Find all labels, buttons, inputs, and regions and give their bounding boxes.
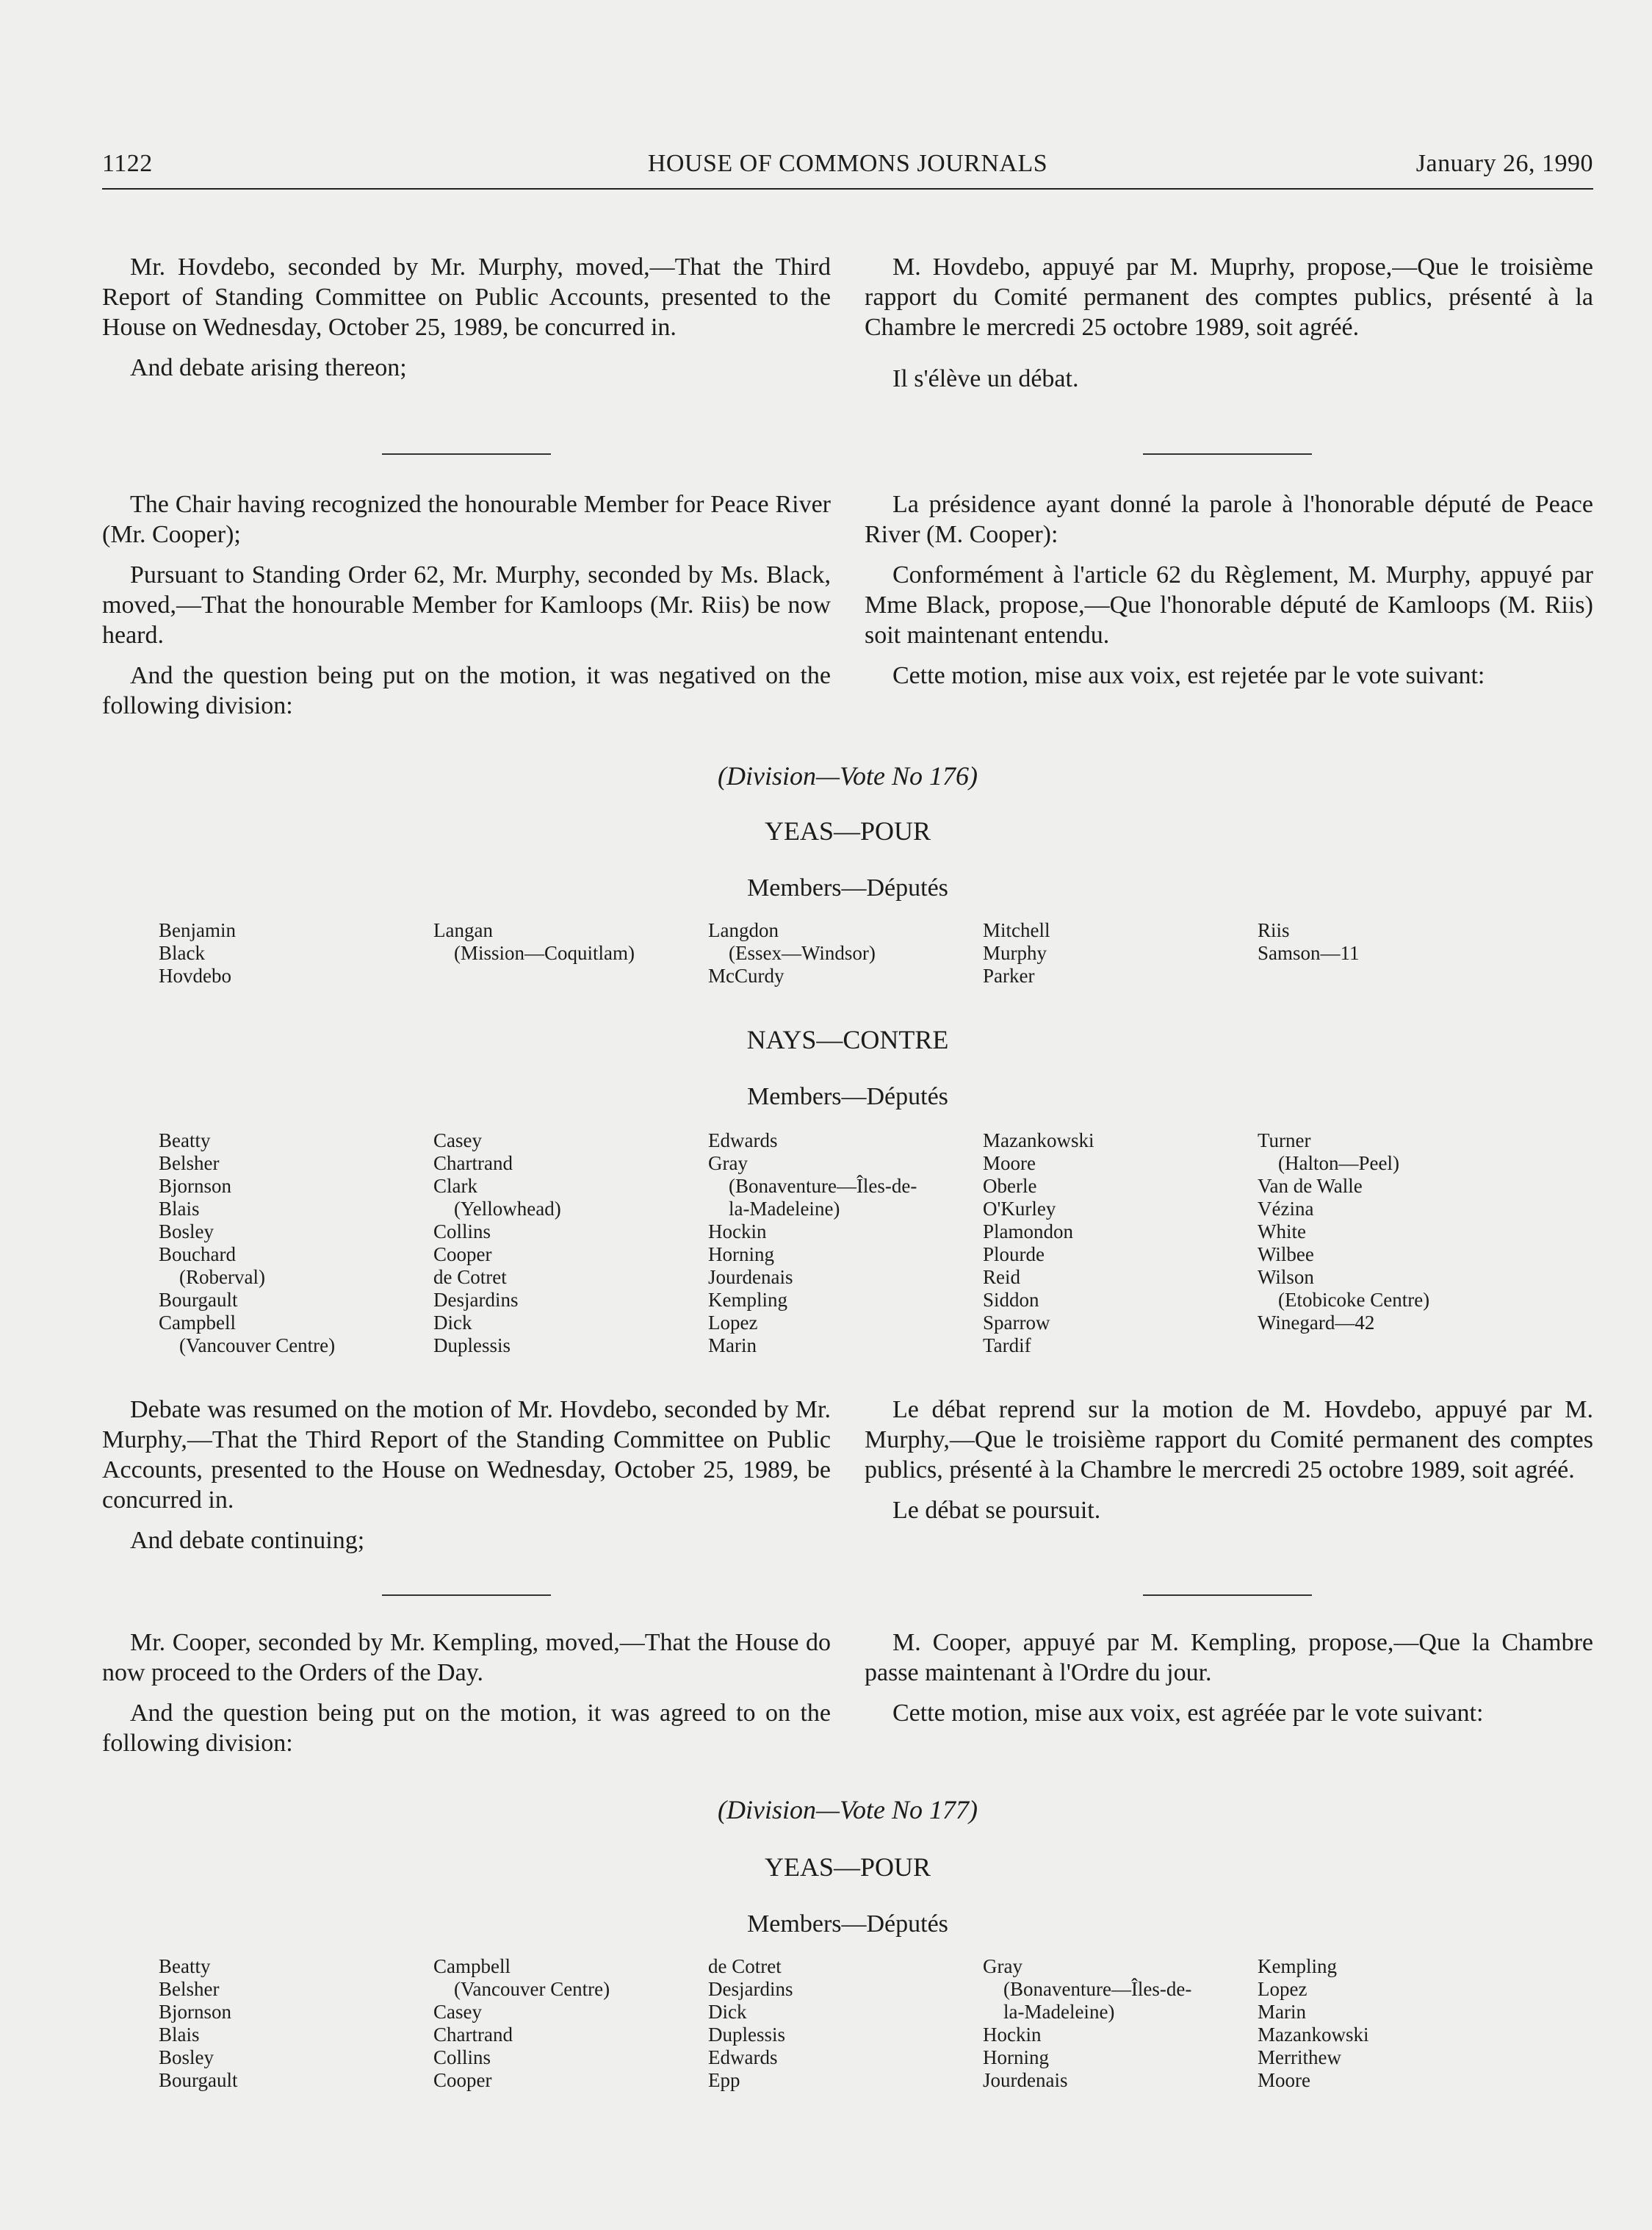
yeas-heading: YEAS—POUR [764,1852,931,1882]
member-column [983,1955,1258,2092]
paragraph: Cette motion, mise aux voix, est agréée par le vote suivant: [892,1700,1484,1727]
paragraph: Debate was resumed on the motion of Mr. Hovdebo, seconded by Mr. Murphy,—That the Third Report of the Standing Committee on Public Accounts, presented to the House on Wednesday, October 25, 1989, be concurred in. [102,1396,831,1514]
member-name: Siddon [983,1289,1039,1311]
running-header [102,147,1593,190]
paragraph: And the question being put on the motion, it was negatived on the following division: [102,662,831,719]
paragraph: And debate arising thereon; [130,354,407,381]
member-name: Wilson [1258,1266,1314,1288]
member-name: Dick [708,2001,747,2023]
page-number: 1122 [102,150,153,177]
member-name: Casey [433,2001,482,2023]
member-name: Plamondon [983,1220,1074,1242]
member-name: Bjornson [159,1175,232,1197]
section-chair-recognition [102,489,1593,731]
member-column [983,919,1258,988]
member-name: Desjardins [708,1978,793,2000]
member-name: Black [159,942,205,964]
divider [1143,453,1312,455]
member-name: Bosley [159,2046,214,2068]
member-name: Turner [1258,1129,1311,1151]
member-column [433,1129,708,1357]
journal-date: January 26, 1990 [1415,150,1593,177]
member-name: Langan [433,919,493,941]
division-title: (Division—Vote No 177) [718,1795,978,1824]
member-name: Mazankowski [983,1129,1094,1151]
member-name: Horning [708,1243,774,1265]
member-name: de Cotret [708,1955,782,1977]
journal-title: HOUSE OF COMMONS JOURNALS [647,150,1048,177]
nays-members-table [159,1129,1532,1357]
member-name: Edwards [708,1129,778,1151]
member-name: Tardif [983,1334,1031,1356]
member-name: Jourdenais [983,2069,1068,2091]
member-name: Parker [983,965,1035,987]
member-name: (Vancouver Centre) [179,1334,336,1356]
yeas-members-table [159,919,1532,988]
paragraph: La présidence ayant donné la parole à l'honorable député de Peace River (M. Cooper): [865,491,1593,548]
member-name: Collins [433,1220,491,1242]
member-name: Edwards [708,2046,778,2068]
french-column [865,1627,1593,1769]
member-column [708,919,983,988]
member-column [159,919,433,988]
member-name: (Bonaventure—Îles-de- [729,1175,917,1197]
paragraph: Le débat se poursuit. [892,1497,1101,1524]
member-name: Clark [433,1175,477,1197]
member-column [1258,1129,1532,1357]
english-column [102,1395,831,1566]
divider [1143,1594,1312,1596]
member-name: Marin [1258,2001,1306,2023]
member-name: Chartrand [433,1152,513,1174]
french-column [865,1395,1593,1566]
members-heading: Members—Députés [747,1910,948,1938]
paragraph: The Chair having recognized the honourable Member for Peace River (Mr. Cooper); [102,491,831,548]
member-name: Belsher [159,1978,220,2000]
member-column [1258,919,1532,988]
member-name: Epp [708,2069,740,2091]
paragraph: Mr. Cooper, seconded by Mr. Kempling, moved,—That the House do now proceed to the Orders of the Day. [102,1629,831,1686]
member-name: Blais [159,2024,200,2046]
member-name: Dick [433,1312,472,1334]
section-debate-resumed [102,1395,1593,1566]
english-column [102,489,831,731]
member-name: O'Kurley [983,1198,1056,1220]
member-name: Kempling [708,1289,787,1311]
member-name: Langdon [708,919,779,941]
member-name: Duplessis [708,2024,786,2046]
paragraph: And debate continuing; [130,1527,365,1554]
member-name: Beatty [159,1955,211,1977]
member-name: Cooper [433,2069,492,2091]
member-name: (Essex—Windsor) [729,942,876,964]
member-name: Hovdebo [159,965,231,987]
member-name: Hockin [983,2024,1042,2046]
member-name: Cooper [433,1243,492,1265]
member-name: Beatty [159,1129,211,1151]
member-name: (Etobicoke Centre) [1278,1289,1430,1311]
member-column [433,919,708,988]
members-heading: Members—Députés [747,1083,948,1110]
member-name: Jourdenais [708,1266,793,1288]
paragraph: M. Cooper, appuyé par M. Kempling, propose,—Que la Chambre passe maintenant à l'Ordre du jour. [865,1629,1593,1686]
member-column [1258,1955,1532,2092]
member-name: Hockin [708,1220,767,1242]
member-name: Bourgault [159,1289,238,1311]
member-name: Riis [1258,919,1290,941]
member-name: Mitchell [983,919,1050,941]
section-cooper-motion [102,1627,1593,1769]
member-name: Casey [433,1129,482,1151]
member-name: Kempling [1258,1955,1337,1977]
yeas-heading: YEAS—POUR [764,816,931,846]
member-column [159,1955,433,2092]
member-name: Moore [1258,2069,1310,2091]
member-name: Samson—11 [1258,942,1360,964]
member-name: Duplessis [433,1334,511,1356]
section-hovdebo-motion [102,252,1593,404]
member-name: de Cotret [433,1266,507,1288]
member-name: Marin [708,1334,757,1356]
member-name: Benjamin [159,919,236,941]
paragraph: Il s'élève un débat. [892,365,1079,392]
member-name: Bosley [159,1220,214,1242]
member-name: Van de Walle [1258,1175,1363,1197]
member-column [708,1129,983,1357]
divider [382,1594,551,1596]
member-name: Gray [983,1955,1022,1977]
paragraph: Cette motion, mise aux voix, est rejetée par le vote suivant: [892,662,1485,689]
member-name: Gray [708,1152,748,1174]
member-name: (Halton—Peel) [1278,1152,1399,1174]
member-name: McCurdy [708,965,784,987]
member-name: la-Madeleine) [1003,2001,1115,2023]
member-column [708,1955,983,2092]
english-column [102,252,831,404]
member-name: Campbell [159,1312,236,1334]
paragraph: And the question being put on the motion, it was agreed to on the following division: [102,1700,831,1757]
paragraph: Le débat reprend sur la motion de M. Hovdebo, appuyé par M. Murphy,—Que le troisième rapport du Comité permanent des comptes publics, présenté à la Chambre le mercredi 25 octobre 1989, soit agréé. [865,1396,1593,1483]
member-name: (Roberval) [179,1266,265,1288]
member-name: Wilbee [1258,1243,1314,1265]
paragraph: M. Hovdebo, appuyé par M. Muprhy, propose,—Que le troisième rapport du Comité permanent des comptes publics, présenté à la Chambre le mercredi 25 octobre 1989, soit agréé. [865,253,1593,341]
member-name: Desjardins [433,1289,519,1311]
member-name: Bouchard [159,1243,236,1265]
paragraph: Mr. Hovdebo, seconded by Mr. Murphy, moved,—That the Third Report of Standing Committee on Public Accounts, presented to the House on Wednesday, October 25, 1989, be concurred in. [102,253,831,341]
member-name: Horning [983,2046,1049,2068]
english-column [102,1627,831,1769]
divider [382,453,551,455]
member-name: Plourde [983,1243,1045,1265]
nays-heading: NAYS—CONTRE [746,1025,949,1054]
member-name: Lopez [1258,1978,1307,2000]
yeas-members-table [159,1955,1532,2092]
member-name: Vézina [1258,1198,1314,1220]
member-name: Bjornson [159,2001,232,2023]
member-name: Murphy [983,942,1047,964]
french-column [865,489,1593,731]
member-name: Campbell [433,1955,511,1977]
member-column [983,1129,1258,1357]
member-name: Reid [983,1266,1020,1288]
member-name: Lopez [708,1312,758,1334]
member-name: (Vancouver Centre) [454,1978,610,2000]
member-name: Winegard—42 [1258,1312,1375,1334]
member-name: White [1258,1220,1306,1242]
member-name: (Bonaventure—Îles-de- [1003,1978,1192,2000]
member-name: Chartrand [433,2024,513,2046]
member-name: Bourgault [159,2069,238,2091]
member-name: Sparrow [983,1312,1050,1334]
division-title: (Division—Vote No 176) [718,761,978,791]
paragraph: Conformément à l'article 62 du Règlement, M. Murphy, appuyé par Mme Black, propose,—Que l'honorable député de Kamloops (M. Riis) soit maintenant entendu. [865,561,1593,649]
member-name: Moore [983,1152,1036,1174]
paragraph: Pursuant to Standing Order 62, Mr. Murphy, seconded by Ms. Black, moved,—That the honourable Member for Kamloops (Mr. Riis) be now heard. [102,561,831,649]
french-column [865,252,1593,404]
member-name: Blais [159,1198,200,1220]
member-name: Mazankowski [1258,2024,1369,2046]
member-column [159,1129,433,1357]
member-name: Oberle [983,1175,1037,1197]
member-name: (Yellowhead) [454,1198,561,1220]
member-name: la-Madeleine) [729,1198,840,1220]
member-name: Belsher [159,1152,220,1174]
member-name: Collins [433,2046,491,2068]
member-name: Merrithew [1258,2046,1341,2068]
member-column [433,1955,708,2092]
members-heading: Members—Députés [747,874,948,902]
member-name: (Mission—Coquitlam) [454,942,635,964]
